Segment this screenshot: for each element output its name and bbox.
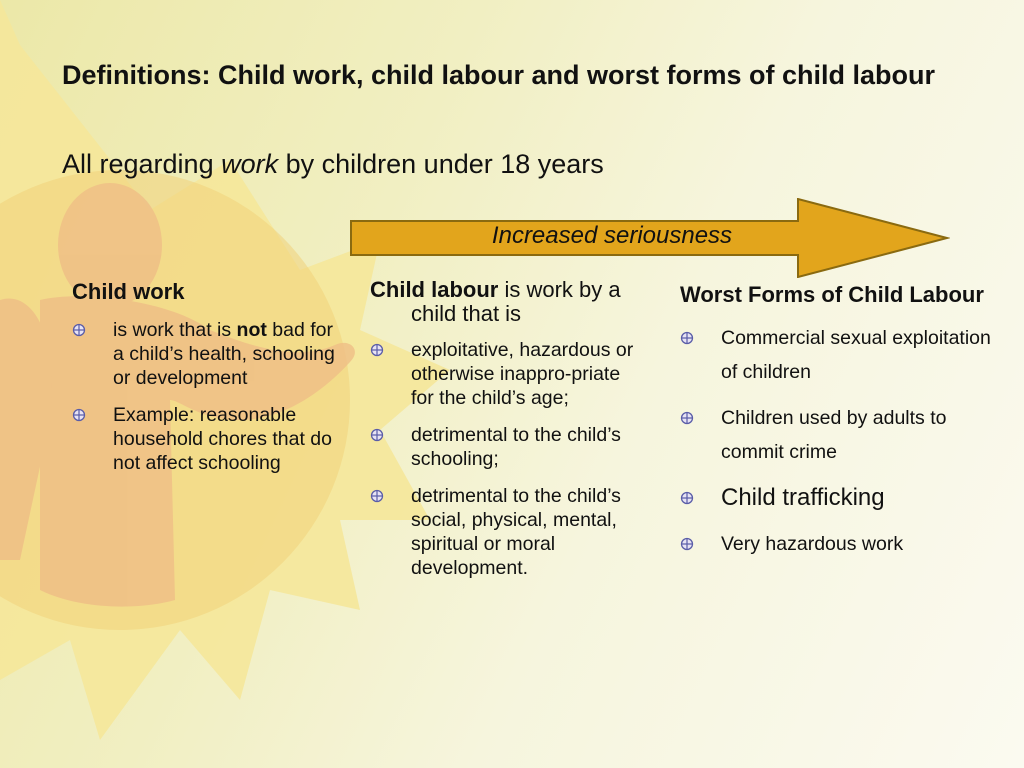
item-text: Child trafficking — [721, 484, 885, 511]
item-text: Commercial sexual exploitation of children — [721, 327, 991, 383]
subtitle-emphasis: work — [221, 149, 279, 179]
list-item — [680, 527, 1000, 561]
target-bullet-icon — [680, 331, 694, 345]
target-bullet-icon — [680, 537, 694, 551]
child-labour-column — [370, 278, 645, 593]
worst-forms-heading: Worst Forms of Child Labour — [680, 282, 984, 307]
subtitle-prefix: All regarding — [62, 149, 222, 179]
list-item — [370, 484, 645, 580]
item-text: Example: reasonable household chores that do not affect schooling — [113, 404, 332, 474]
child-work-column — [72, 280, 347, 488]
item-text: detrimental to the child’s schooling; — [411, 424, 621, 470]
item-text: Very hazardous work — [721, 533, 904, 555]
child-labour-list — [370, 338, 645, 580]
target-bullet-icon — [72, 408, 86, 422]
arrow-label: Increased seriousness — [491, 222, 733, 249]
slide-subtitle — [62, 146, 604, 182]
child-labour-heading-bold: Child labour — [370, 277, 499, 302]
child-work-list — [72, 318, 347, 475]
worst-forms-list — [680, 321, 1000, 561]
target-bullet-icon — [680, 411, 694, 425]
item-text: exploitative, hazardous or otherwise inappro-priate for the child’s age; — [411, 339, 634, 409]
item-emphasis: not — [236, 319, 267, 341]
target-bullet-icon — [72, 323, 86, 337]
list-item — [680, 401, 1000, 469]
target-bullet-icon — [680, 491, 694, 505]
child-work-heading: Child work — [72, 279, 185, 304]
target-bullet-icon — [370, 343, 384, 357]
list-item — [72, 318, 347, 390]
item-text: bad for a child’s health, schooling or development — [113, 319, 335, 389]
list-item — [72, 403, 347, 475]
list-item — [370, 423, 645, 471]
list-item — [370, 338, 645, 410]
item-text: detrimental to the child’s social, physical, mental, spiritual or moral development. — [411, 485, 621, 579]
worst-forms-column — [680, 283, 1000, 573]
item-text: is work that is — [113, 319, 237, 341]
list-item — [680, 321, 1000, 389]
item-text: Children used by adults to commit crime — [721, 407, 947, 463]
child-labour-heading — [370, 278, 645, 326]
target-bullet-icon — [370, 489, 384, 503]
subtitle-suffix: by children under 18 years — [278, 149, 604, 179]
list-item — [680, 481, 1000, 515]
target-bullet-icon — [370, 428, 384, 442]
child-labour-heading-rest: is work by a child that is — [411, 277, 621, 326]
slide-title: Definitions: Child work, child labour and worst forms of child labour — [62, 60, 936, 90]
